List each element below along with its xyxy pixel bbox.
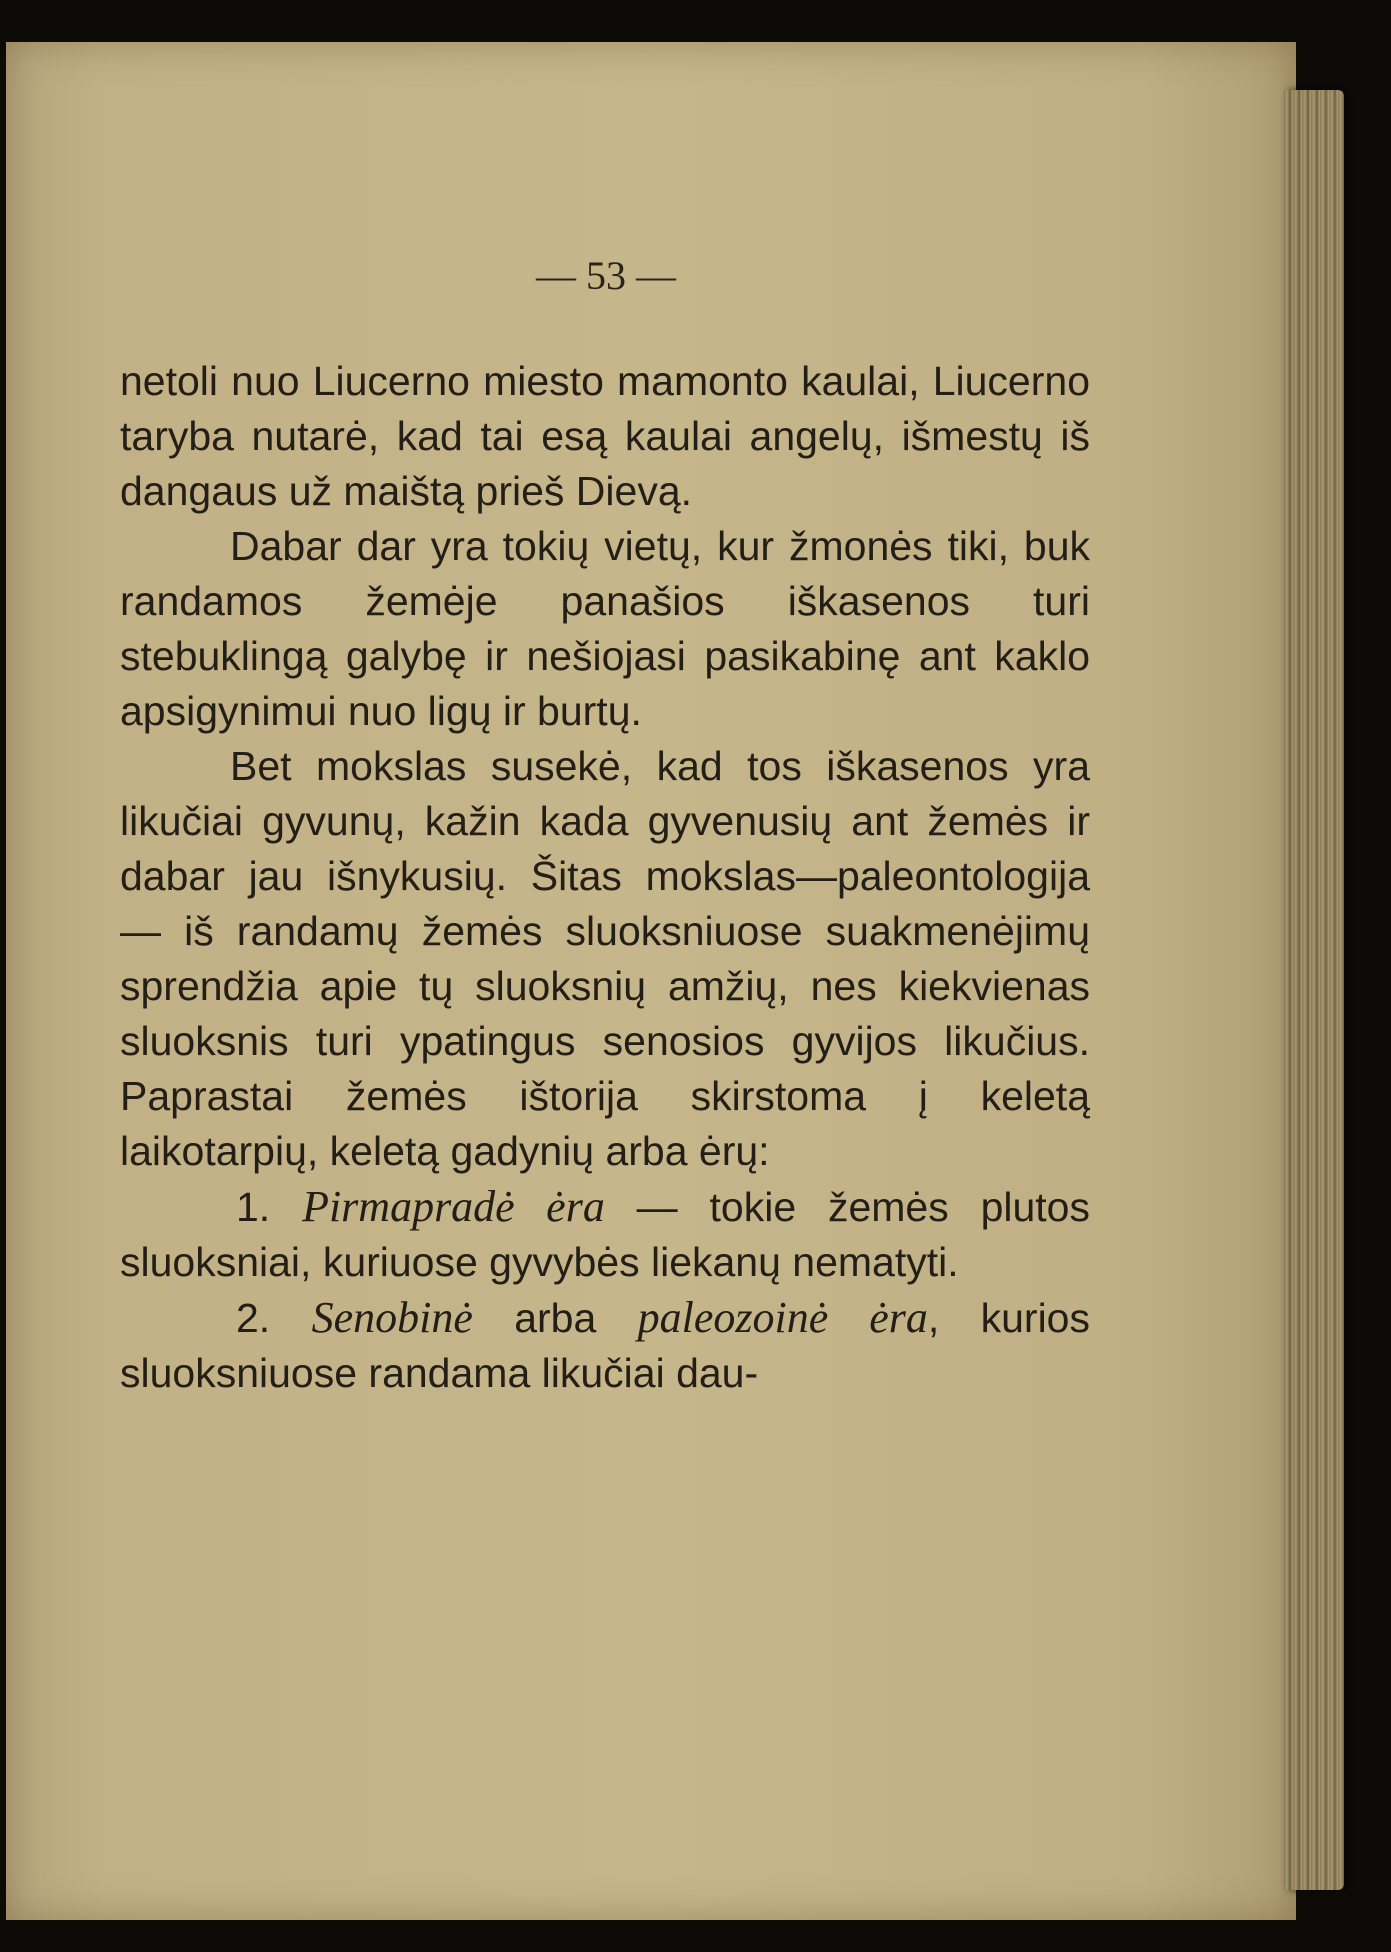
era-connector: arba <box>472 1295 638 1341</box>
list-number: 2. <box>236 1295 271 1341</box>
list-item-second-era <box>120 1290 1090 1401</box>
list-item-first-era <box>120 1179 1090 1290</box>
page-stack-edge <box>1284 90 1344 1890</box>
era-description: , kurios sluoksniuose randama likučiai dau- <box>120 1295 1090 1396</box>
era-description: — tokie žemės plutos sluoksniai, kuriuose gyvybės liekanų nematyti. <box>120 1184 1090 1285</box>
page-number: — 53 — <box>536 253 676 298</box>
list-number: 1. <box>236 1184 271 1230</box>
paragraph-continued: netoli nuo Liucerno miesto mamonto kaulai, Liucerno taryba nutarė, kad tai esą kaulai angelų, išmestų iš dangaus už maištą prieš Dievą. <box>120 358 1090 514</box>
paragraph-paleontology: Bet mokslas susekė, kad tos iškasenos yra likučiai gyvunų, kažin kada gyvenusių ant žemės ir dabar jau išnykusių. Šitas mokslas—paleontologija — iš randamų žemės sluoksniuose suakmenėjimų sprendžia apie tų sluoksnių amžių, nes kiekvienas sluoksnis turi ypatingus senosios gyvijos likučius. Paprastai žemės ištorija skirstoma į keletą laikotarpių, keletą gadynių arba ėrų: <box>120 743 1090 1174</box>
body-text <box>120 354 1090 1401</box>
era-term: Senobinė <box>311 1293 473 1342</box>
era-term: Pirmapradė ėra <box>302 1182 605 1231</box>
paragraph-beliefs: Dabar dar yra tokių vietų, kur žmonės tiki, buk randamos žemėje panašios iškasenos turi stebuklingą galybę ir nešiojasi pasikabinę ant kaklo apsigynimui nuo ligų ir burtų. <box>120 523 1090 734</box>
book-page <box>6 42 1296 1920</box>
era-term-alt: paleozoinė ėra <box>637 1293 928 1342</box>
